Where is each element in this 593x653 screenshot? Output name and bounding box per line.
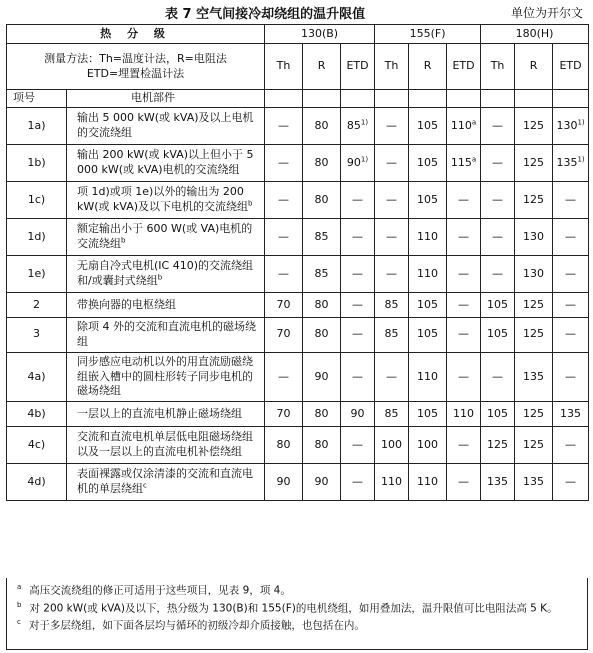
value-text: — [492,229,504,243]
limit-value [515,145,553,182]
part-text: 同步感应电动机以外的用直流励磁绕组嵌入槽中的圆柱形转子同步电机的磁场绕组 [77,354,253,398]
value-text: 105 [487,327,509,341]
limit-value [515,427,553,464]
value-text: — [565,229,577,243]
temperature-rise-table [6,24,589,501]
item-number: 1b) [7,145,67,182]
limit-value [341,293,375,318]
limit-value [447,427,481,464]
value-text: 90 [276,474,291,488]
item-number: 4a) [7,352,67,402]
table-row [7,219,589,256]
value-text: 105 [487,406,509,420]
footnote-mark: c [17,618,21,627]
value-text: — [458,327,470,341]
grade-155f: 155(F) [375,25,481,44]
value-text: — [458,266,470,280]
limit-value [303,402,341,427]
limit-value [341,108,375,145]
value-text: 90 [350,406,365,420]
method-line-1: 测量方法：Th=温度计法，R=电阻法 [44,51,227,65]
value-text: 90 [314,474,329,488]
value-text: 80 [314,192,329,206]
value-text: 90 [314,369,329,383]
limit-value [265,256,303,293]
value-text: — [278,266,290,280]
item-number: 1c) [7,182,67,219]
limit-value [265,402,303,427]
footnotes [6,578,588,650]
limit-value [341,427,375,464]
value-text: — [458,369,470,383]
part-description [67,145,265,182]
limit-value [481,145,515,182]
part-footnote-ref: b [157,273,163,282]
value-text: 85 [346,118,361,132]
part-text: 表面裸露或仅涂清漆的交流和直流电机的单层绕组 [77,467,253,496]
limit-value [375,219,409,256]
limit-value [481,427,515,464]
limit-value [265,464,303,501]
limit-value [515,293,553,318]
value-text: 125 [523,437,545,451]
part-footnote-ref: c [143,481,147,490]
footnote-a [17,583,583,598]
limit-value [375,182,409,219]
part-description [67,464,265,501]
part-description [67,108,265,145]
value-text: — [458,437,470,451]
value-text: 100 [417,437,439,451]
limit-value [553,402,589,427]
limit-value [303,352,341,402]
value-text: 110 [453,406,475,420]
limit-value [553,219,589,256]
limit-value [447,318,481,353]
table-row [7,108,589,145]
table-row [7,402,589,427]
limit-value [515,464,553,501]
method-cell: Th [265,44,303,90]
item-number: 3 [7,318,67,353]
value-text: — [458,229,470,243]
limit-value [481,182,515,219]
limit-value [409,182,447,219]
part-text: 项 1d)或项 1e)以外的输出为 200 kW(或 kVA)及以下电机的交流绕组 [77,185,249,213]
value-text: 135 [487,474,509,488]
table-row [7,464,589,501]
item-number: 1a) [7,108,67,145]
value-text: — [565,327,577,341]
footnote-text: 高压交流绕组的修正可适用于这些项目，见表 9，项 4。 [29,584,291,597]
value-footnote-ref: 1) [360,117,369,126]
limit-value [481,402,515,427]
part-description [67,402,265,427]
part-text: 一层以上的直流电机静止磁场绕组 [77,406,242,420]
value-text: — [492,118,504,132]
item-number: 1e) [7,256,67,293]
value-text: — [278,118,290,132]
limit-value [409,219,447,256]
value-text: — [352,369,364,383]
limit-value [515,219,553,256]
limit-value [447,464,481,501]
limit-value [409,402,447,427]
limit-value [265,293,303,318]
value-text: 135 [523,474,545,488]
grade-180h: 180(H) [481,25,589,44]
table-body [7,108,589,501]
limit-value [515,182,553,219]
footnote-text: 对于多层绕组，如下面各层均与循环的初级冷却介质接触，也包括在内。 [28,619,365,632]
limit-value [515,256,553,293]
method-cell: R [303,44,341,90]
value-text: 105 [487,297,509,311]
value-text: 135 [556,155,578,169]
limit-value [409,427,447,464]
table-row [7,256,589,293]
value-text: 90 [346,155,361,169]
value-text: — [458,474,470,488]
value-text: 80 [276,437,291,451]
value-text: — [352,327,364,341]
limit-value [447,402,481,427]
limit-value [553,464,589,501]
value-text: 85 [384,297,399,311]
limit-value [303,256,341,293]
limit-value [553,256,589,293]
value-text: 125 [523,406,545,420]
value-text: — [492,266,504,280]
table-title-bar [0,0,593,24]
limit-value [265,318,303,353]
table-row [7,318,589,353]
limit-value [303,427,341,464]
value-text: 70 [276,297,291,311]
limit-value [481,219,515,256]
item-number: 4d) [7,464,67,501]
footnote-mark: a [17,583,22,591]
limit-value [375,427,409,464]
value-text: 125 [523,118,545,132]
value-text: 70 [276,406,291,420]
value-text: 100 [381,437,403,451]
value-text: — [386,192,398,206]
limit-value [265,427,303,464]
value-text: — [386,229,398,243]
item-no-header: 项号 [7,90,67,108]
part-description [67,352,265,402]
limit-value [303,318,341,353]
limit-value [341,256,375,293]
limit-value [409,256,447,293]
footnote-mark: b [17,600,22,609]
value-text: 70 [276,327,291,341]
value-text: 110 [417,266,439,280]
limit-value [375,256,409,293]
limit-value [515,352,553,402]
limit-value [481,293,515,318]
limit-value [303,182,341,219]
method-line-2: ETD=埋置检温计法 [86,66,185,80]
value-text: 80 [314,155,329,169]
part-footnote-ref: b [248,199,253,208]
limit-value [481,352,515,402]
limit-value [553,427,589,464]
table-row [7,182,589,219]
value-text: — [352,266,364,280]
limit-value [447,108,481,145]
item-number: 4b) [7,402,67,427]
limit-value [265,182,303,219]
limit-value [375,145,409,182]
method-cell: R [409,44,447,90]
value-text: 85 [384,327,399,341]
value-text: 85 [314,266,329,280]
part-text: 无扇自冷式电机(IC 410)的交流绕组和/或囊封式绕组 [77,259,253,287]
value-text: — [492,369,504,383]
limit-value [341,352,375,402]
value-text: — [565,192,577,206]
value-text: 130 [523,229,545,243]
value-text: 130 [556,118,578,132]
footnote-c [17,618,583,633]
limit-value [341,318,375,353]
value-footnote-ref: a [471,154,477,163]
part-description [67,427,265,464]
value-text: — [565,437,577,451]
limit-value [409,318,447,353]
value-text: — [278,155,290,169]
value-text: 105 [417,406,439,420]
method-cell: Th [481,44,515,90]
value-text: — [352,474,364,488]
method-cell: ETD [447,44,481,90]
value-text: — [278,369,290,383]
value-text: 135 [560,406,582,420]
value-text: — [458,297,470,311]
limit-value [341,464,375,501]
value-footnote-ref: 1) [577,154,585,163]
value-text: 110 [417,369,439,383]
limit-value [515,402,553,427]
part-text: 输出 5 000 kW(或 kVA)及以上电机的交流绕组 [77,111,254,139]
value-text: — [386,118,398,132]
method-cell: R [515,44,553,90]
table-caption: 表 7 空气间接冷却绕组的温升限值 [165,7,366,22]
limit-value [265,219,303,256]
limit-value [515,318,553,353]
value-text: 105 [417,297,439,311]
limit-value [375,352,409,402]
value-text: — [458,192,470,206]
value-text: 110 [381,474,403,488]
method-cell: ETD [553,44,589,90]
limit-value [341,145,375,182]
limit-value [303,464,341,501]
limit-value [447,352,481,402]
limit-value [553,318,589,353]
value-text: — [352,297,364,311]
value-text: — [386,266,398,280]
limit-value [481,318,515,353]
limit-value [553,352,589,402]
value-text: — [278,229,290,243]
limit-value [515,108,553,145]
table-row [7,145,589,182]
limit-value [481,108,515,145]
limit-value [375,402,409,427]
value-footnote-ref: a [471,117,477,126]
value-text: 105 [417,155,439,169]
value-text: 85 [314,229,329,243]
limit-value [447,219,481,256]
value-text: — [352,192,364,206]
value-text: — [386,155,398,169]
limit-value [481,256,515,293]
table-row [7,352,589,402]
limit-value [553,182,589,219]
limit-value [409,464,447,501]
limit-value [341,182,375,219]
value-text: 105 [417,118,439,132]
limit-value [265,352,303,402]
value-text: 125 [487,437,509,451]
footnote-text: 对 200 kW(或 kVA)及以下，热分级为 130(B)和 155(F)的电机绕组，如用叠加法，温升限值可比电阻法高 5 K。 [29,602,558,615]
limit-value [303,108,341,145]
grade-130b: 130(B) [265,25,375,44]
measurement-method [7,44,265,90]
limit-value [481,464,515,501]
value-text: 80 [314,437,329,451]
method-cell: Th [375,44,409,90]
value-text: 115 [450,155,472,169]
value-text: — [278,192,290,206]
value-text: 110 [450,118,472,132]
limit-value [553,108,589,145]
value-text: 105 [417,327,439,341]
limit-value [409,293,447,318]
value-text: — [565,266,577,280]
table-row [7,293,589,318]
value-text: 85 [384,406,399,420]
part-description [67,256,265,293]
value-text: 80 [314,327,329,341]
table-row [7,427,589,464]
value-text: 125 [523,327,545,341]
part-text: 除项 4 外的交流和直流电机的磁场绕组 [77,320,256,348]
item-number: 4c) [7,427,67,464]
limit-value [447,145,481,182]
value-text: 80 [314,297,329,311]
value-text: — [352,437,364,451]
limit-value [447,256,481,293]
limit-value [265,145,303,182]
value-text: 110 [417,474,439,488]
value-text: — [565,474,577,488]
value-text: — [492,155,504,169]
part-header: 电机部件 [67,90,265,108]
limit-value [375,464,409,501]
part-description [67,182,265,219]
value-text: 130 [523,266,545,280]
value-text: 135 [523,369,545,383]
value-text: — [352,229,364,243]
value-text: 125 [523,192,545,206]
limit-value [409,145,447,182]
limit-value [375,318,409,353]
value-text: 105 [417,192,439,206]
value-text: 80 [314,118,329,132]
part-description [67,293,265,318]
value-text: — [386,369,398,383]
limit-value [553,293,589,318]
unit-label: 单位为开尔文 [510,6,583,20]
limit-value [447,182,481,219]
value-footnote-ref: 1) [577,117,585,126]
item-number: 2 [7,293,67,318]
part-text: 输出 200 kW(或 kVA)以上但小于 5 000 kW(或 kVA)电机的交流绕组 [77,148,254,176]
thermal-class-header: 热 分 级 [7,25,265,44]
limit-value [265,108,303,145]
limit-value [409,352,447,402]
value-footnote-ref: 1) [360,154,369,163]
footnote-b [17,601,583,616]
value-text: 80 [314,406,329,420]
limit-value [375,293,409,318]
limit-value [303,219,341,256]
limit-value [341,402,375,427]
value-text: 110 [417,229,439,243]
limit-value [375,108,409,145]
part-footnote-ref: b [121,236,126,245]
limit-value [447,293,481,318]
value-text: — [492,192,504,206]
limit-value [303,145,341,182]
limit-value [341,219,375,256]
value-text: — [565,369,577,383]
part-text: 带换向器的电枢绕组 [77,297,176,311]
part-description [67,219,265,256]
item-number: 1d) [7,219,67,256]
part-text: 额定输出小于 600 W(或 VA)电机的交流绕组 [77,222,253,250]
limit-value [409,108,447,145]
value-text: 125 [523,297,545,311]
part-description [67,318,265,353]
value-text: — [565,297,577,311]
value-text: 125 [523,155,545,169]
limit-value [303,293,341,318]
part-text: 交流和直流电机单层低电阻磁场绕组以及一层以上的直流电机补偿绕组 [77,430,253,459]
method-cell: ETD [341,44,375,90]
limit-value [553,145,589,182]
